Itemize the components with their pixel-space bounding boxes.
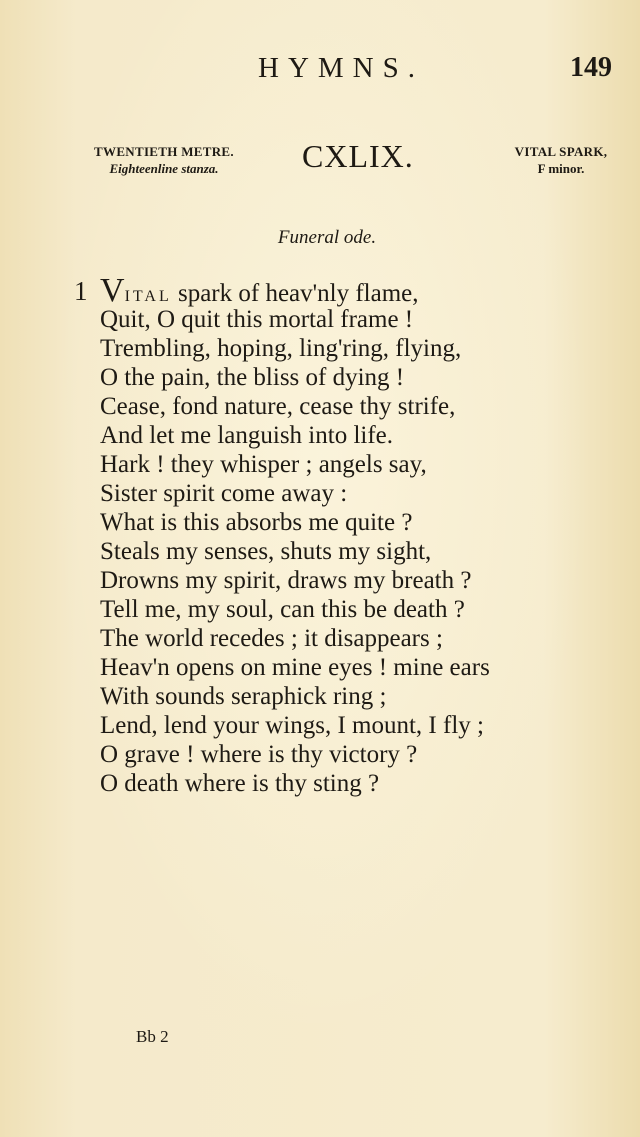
drop-cap: V bbox=[100, 272, 125, 309]
running-head bbox=[0, 52, 640, 92]
verse-line: The world recedes ; it disappears ; bbox=[100, 625, 443, 652]
verse-line: Drowns my spirit, draws my breath ? bbox=[100, 567, 472, 594]
running-title: HYMNS. bbox=[258, 52, 424, 84]
tune-info bbox=[496, 143, 626, 177]
verse-line: What is this absorbs me quite ? bbox=[100, 509, 413, 536]
verse-number: 1 bbox=[74, 276, 88, 306]
metre-info bbox=[74, 143, 254, 177]
verse-line: O the pain, the bliss of dying ! bbox=[100, 364, 405, 391]
stanza-form: Eighteenline stanza. bbox=[109, 161, 219, 176]
hymn-subtitle: Funeral ode. bbox=[277, 227, 377, 248]
verse-line: Cease, fond nature, cease thy strife, bbox=[100, 393, 456, 420]
verse-line: With sounds seraphick ring ; bbox=[100, 683, 387, 710]
verse-line: And let me languish into life. bbox=[100, 422, 394, 449]
verse-line: Trembling, hoping, ling'ring, flying, bbox=[100, 335, 462, 362]
verse-line: Steals my senses, shuts my sight, bbox=[100, 538, 432, 565]
verse-line: Tell me, my soul, can this be death ? bbox=[100, 596, 465, 623]
page-number: 149 bbox=[570, 52, 612, 83]
signature-mark: Bb 2 bbox=[136, 1027, 169, 1046]
tune-name: VITAL SPARK, bbox=[514, 144, 608, 159]
verse-line: Hark ! they whisper ; angels say, bbox=[100, 451, 427, 478]
tune-key: F minor. bbox=[537, 161, 585, 176]
verse-line: O death where is thy sting ? bbox=[100, 770, 380, 797]
verse-line-first bbox=[100, 272, 600, 309]
metre-label: TWENTIETH METRE. bbox=[94, 144, 234, 159]
verse-line: Quit, O quit this mortal frame ! bbox=[100, 306, 414, 333]
verse-line: Heav'n opens on mine eyes ! mine ears bbox=[100, 654, 490, 681]
hymn-number: CXLIX. bbox=[302, 138, 414, 174]
verse-line: Lend, lend your wings, I mount, I fly ; bbox=[100, 712, 484, 739]
first-line-rest: spark of heav'nly flame, bbox=[171, 280, 419, 307]
small-caps: ITAL bbox=[124, 288, 172, 305]
verse-line: O grave ! where is thy victory ? bbox=[100, 741, 418, 768]
verse-line: Sister spirit come away : bbox=[100, 480, 348, 507]
verse-text bbox=[100, 272, 600, 798]
